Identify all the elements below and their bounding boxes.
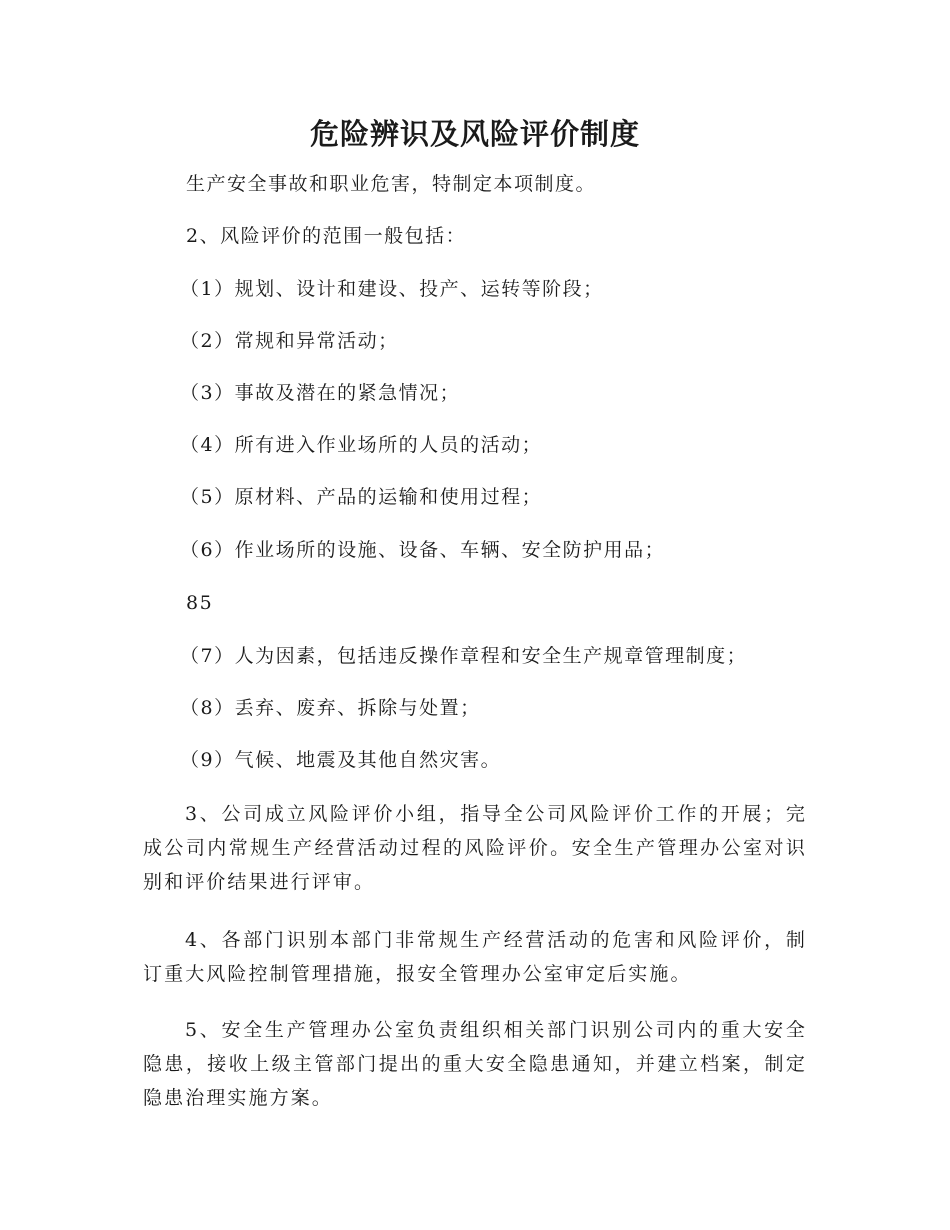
page-number: 85 <box>186 592 214 614</box>
paragraph-4: 4、各部门识别本部门非常规生产经营活动的危害和风险评价，制订重大风险控制管理措施，报安全管理办公室审定后实施。 <box>143 929 807 985</box>
scope-item-3: （3）事故及潜在的紧急情况； <box>180 382 461 404</box>
scope-heading: 2、风险评价的范围一般包括： <box>186 225 467 247</box>
scope-item-9: （9）气候、地震及其他自然灾害。 <box>180 749 502 771</box>
scope-item-8: （8）丢弃、废弃、拆除与处置； <box>180 697 481 719</box>
scope-item-5: （5）原材料、产品的运输和使用过程； <box>180 486 543 508</box>
scope-item-2: （2）常规和异常活动； <box>180 330 399 352</box>
scope-item-6: （6）作业场所的设施、设备、车辆、安全防护用品； <box>180 539 666 561</box>
intro-line: 生产安全事故和职业危害，特制定本项制度。 <box>186 173 597 195</box>
paragraph-3: 3、公司成立风险评价小组，指导全公司风险评价工作的开展；完成公司内常规生产经营活动过程的风险评价。安全生产管理办公室对识别和评价结果进行评审。 <box>143 803 807 893</box>
paragraph-5: 5、安全生产管理办公室负责组织相关部门识别公司内的重大安全隐患，接收上级主管部门提出的重大安全隐患通知，并建立档案，制定隐患治理实施方案。 <box>143 1019 807 1109</box>
document-title: 危险辨识及风险评价制度 <box>309 117 640 151</box>
scope-item-1: （1）规划、设计和建设、投产、运转等阶段； <box>180 278 604 300</box>
scope-item-4: （4）所有进入作业场所的人员的活动； <box>180 434 543 456</box>
scope-item-7: （7）人为因素，包括违反操作章程和安全生产规章管理制度； <box>180 645 748 667</box>
